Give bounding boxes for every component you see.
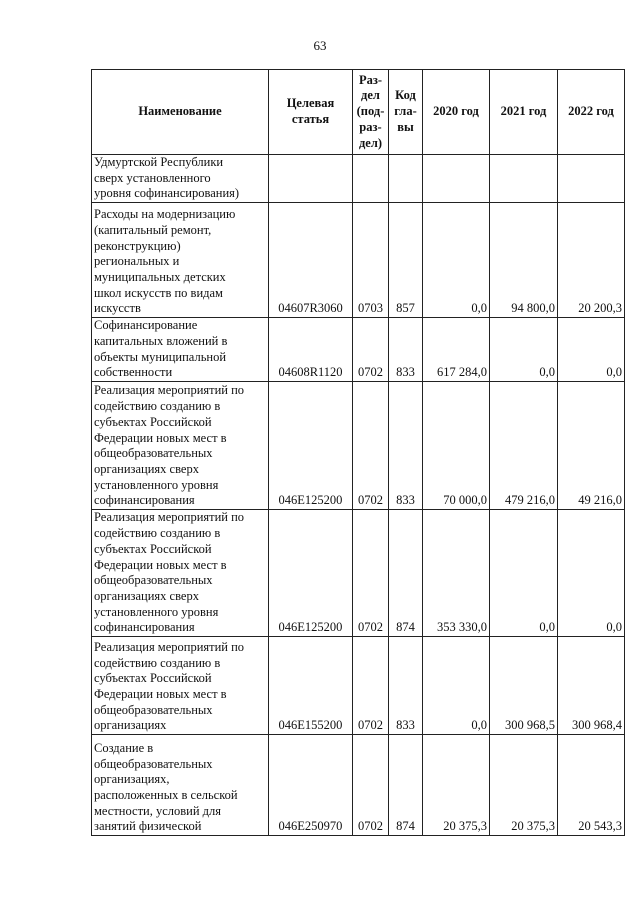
- row-section: 0703: [353, 203, 389, 318]
- table-row: [92, 637, 625, 735]
- table-row: [92, 155, 625, 203]
- header-name: Наименование: [92, 70, 269, 155]
- row-amount-2022: 0,0: [558, 510, 625, 637]
- table-body: [92, 155, 625, 836]
- row-amount-2020: 0,0: [423, 203, 490, 318]
- page-number: 63: [313, 38, 327, 53]
- row-section: 0702: [353, 637, 389, 735]
- row-name: Реализация мероприятий по содействию созданию в субъектах Российской Федерации новых мест в общеобразовательных организациях сверх установленного уровня софинансирования: [92, 510, 269, 637]
- row-amount-2020: 617 284,0: [423, 318, 490, 382]
- row-section: 0702: [353, 382, 389, 510]
- table-row: [92, 203, 625, 318]
- row-amount-2022: 300 968,4: [558, 637, 625, 735]
- row-target-article: 046E250970: [269, 735, 353, 836]
- row-amount-2021: 0,0: [490, 318, 558, 382]
- row-amount-2020: [423, 155, 490, 203]
- row-name: Реализация мероприятий по содействию созданию в субъектах Российской Федерации новых мест в общеобразовательных организациях: [92, 637, 269, 735]
- row-amount-2022: 20 200,3: [558, 203, 625, 318]
- row-name: Создание в общеобразовательных организациях, расположенных в сельской местности, условий для занятий физической: [92, 735, 269, 836]
- row-name: Расходы на модернизацию (капитальный ремонт, реконструкцию) региональных и муниципальных детских школ искусств по видам искусств: [92, 203, 269, 318]
- row-chapter-code: 833: [389, 318, 423, 382]
- row-chapter-code: 874: [389, 735, 423, 836]
- row-amount-2021: 20 375,3: [490, 735, 558, 836]
- table-header-row: [92, 70, 625, 155]
- row-name: Софинансирование капитальных вложений в объекты муниципальной собственности: [92, 318, 269, 382]
- table-row: [92, 735, 625, 836]
- table-row: [92, 318, 625, 382]
- table-row: [92, 382, 625, 510]
- row-amount-2020: 353 330,0: [423, 510, 490, 637]
- header-year-2022: 2022 год: [558, 70, 625, 155]
- row-amount-2021: 479 216,0: [490, 382, 558, 510]
- row-section: [353, 155, 389, 203]
- row-name: Реализация мероприятий по содействию созданию в субъектах Российской Федерации новых мест в общеобразовательных организациях сверх установленного уровня софинансирования: [92, 382, 269, 510]
- row-target-article: 046E155200: [269, 637, 353, 735]
- row-target-article: 04607R3060: [269, 203, 353, 318]
- row-amount-2021: 0,0: [490, 510, 558, 637]
- header-target-article: Целевая статья: [269, 70, 353, 155]
- row-target-article: [269, 155, 353, 203]
- table-row: [92, 510, 625, 637]
- row-name: Удмуртской Республики сверх установленного уровня софинансирования): [92, 155, 269, 203]
- row-chapter-code: 874: [389, 510, 423, 637]
- row-section: 0702: [353, 735, 389, 836]
- row-amount-2022: [558, 155, 625, 203]
- row-amount-2020: 20 375,3: [423, 735, 490, 836]
- header-chapter-code: Код гла- вы: [389, 70, 423, 155]
- row-chapter-code: 833: [389, 382, 423, 510]
- row-chapter-code: 833: [389, 637, 423, 735]
- row-amount-2021: 300 968,5: [490, 637, 558, 735]
- row-amount-2020: 70 000,0: [423, 382, 490, 510]
- row-amount-2021: [490, 155, 558, 203]
- header-year-2021: 2021 год: [490, 70, 558, 155]
- row-amount-2021: 94 800,0: [490, 203, 558, 318]
- row-amount-2020: 0,0: [423, 637, 490, 735]
- row-amount-2022: 0,0: [558, 318, 625, 382]
- row-amount-2022: 20 543,3: [558, 735, 625, 836]
- row-chapter-code: [389, 155, 423, 203]
- row-amount-2022: 49 216,0: [558, 382, 625, 510]
- row-target-article: 04608R1120: [269, 318, 353, 382]
- row-target-article: 046E125200: [269, 382, 353, 510]
- header-year-2020: 2020 год: [423, 70, 490, 155]
- row-section: 0702: [353, 318, 389, 382]
- row-section: 0702: [353, 510, 389, 637]
- budget-table: [91, 69, 625, 836]
- row-target-article: 046E125200: [269, 510, 353, 637]
- row-chapter-code: 857: [389, 203, 423, 318]
- header-section: Раз- дел (под- раз- дел): [353, 70, 389, 155]
